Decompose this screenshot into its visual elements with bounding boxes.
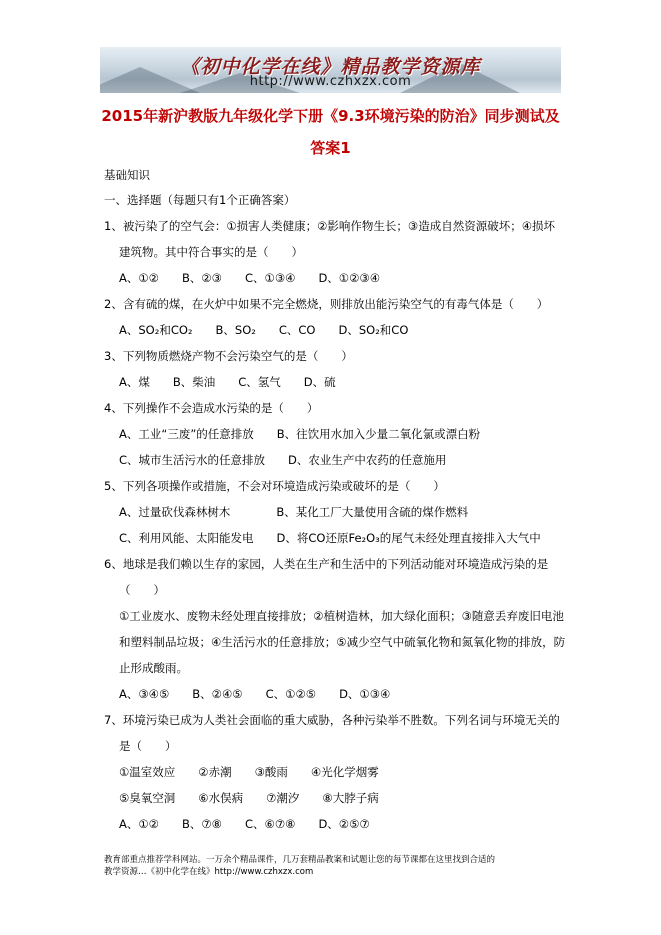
question-5-options-cd: C、利用风能、太阳能发电 D、将CO还原Fe₂O₃的尾气未经处理直接排入大气中 bbox=[119, 531, 541, 545]
question-7-stem: 7、环境污染已成为人类社会面临的重大威胁，各种污染举不胜数。下列名词与环境无关的 bbox=[104, 713, 560, 727]
question-1-options: A、①② B、②③ C、①③④ D、①②③④ bbox=[119, 271, 381, 285]
question-1-stem-cont: 建筑物。其中符合事实的是（ ） bbox=[119, 245, 303, 259]
question-6-body-2: 和塑料制品垃圾；④生活污水的任意排放；⑤减少空气中硫氧化物和氮氧化物的排放，防 bbox=[119, 635, 566, 649]
question-4-options-ab: A、工业“三废”的任意排放 B、往饮用水加入少量二氧化氯或漂白粉 bbox=[119, 427, 481, 441]
question-3-options: A、煤 B、柴油 C、氢气 D、硫 bbox=[119, 375, 336, 389]
document-title-line1: 2015年新沪教版九年级化学下册《9.3环境污染的防治》同步测试及 bbox=[101, 107, 560, 125]
question-7-terms-row2: ⑤臭氧空洞 ⑥水俣病 ⑦潮汐 ⑧大脖子病 bbox=[119, 791, 379, 805]
question-2-stem: 2、含有硫的煤，在火炉中如果不完全燃烧，则排放出能污染空气的有毒气体是（ ） bbox=[104, 297, 549, 311]
question-6-stem: 6、地球是我们赖以生存的家园，人类在生产和生活中的下列活动能对环境造成污染的是 bbox=[104, 557, 549, 571]
question-7-stem-cont: 是（ ） bbox=[119, 739, 177, 753]
question-7-options: A、①② B、⑦⑧ C、⑥⑦⑧ D、②⑤⑦ bbox=[119, 817, 370, 831]
page-footer bbox=[104, 854, 564, 878]
question-3-stem: 3、下列物质燃烧产物不会污染空气的是（ ） bbox=[104, 349, 353, 363]
question-4-options-cd: C、城市生活污水的任意排放 D、农业生产中农药的任意施用 bbox=[119, 453, 447, 467]
header-banner bbox=[100, 47, 561, 93]
question-1-stem: 1、被污染了的空气会：①损害人类健康；②影响作物生长；③造成自然资源破坏；④损坏 bbox=[104, 219, 556, 233]
question-4-stem: 4、下列操作不会造成水污染的是（ ） bbox=[104, 401, 319, 415]
banner-url[interactable]: http://www.czhxzx.com bbox=[249, 74, 412, 89]
question-5-options-ab: A、过量砍伐森林树木 B、某化工厂大量使用含硫的煤作燃料 bbox=[119, 505, 469, 519]
footer-line2[interactable]: 教学资源…《初中化学在线》http://www.czhxzx.com bbox=[104, 867, 314, 877]
question-6-options: A、③④⑤ B、②④⑤ C、①②⑤ D、①③④ bbox=[119, 687, 391, 701]
question-5-stem: 5、下列各项操作或措施，不会对环境造成污染或破坏的是（ ） bbox=[104, 479, 445, 493]
document-title-line2: 答案1 bbox=[310, 139, 351, 157]
banner-title: 《初中化学在线》精品教学资源库 bbox=[180, 56, 481, 78]
footer-line1: 教育部重点推荐学科网站。一万余个精品课件，几万套精品教案和试题让您的每节课都在这里找到合适的 bbox=[104, 855, 496, 865]
question-2-options: A、SO₂和CO₂ B、SO₂ C、CO D、SO₂和CO bbox=[119, 323, 409, 337]
question-6-body-1: ①工业废水、废物未经处理直接排放；②植树造林，加大绿化面积；③随意丢弃废旧电池 bbox=[119, 609, 564, 623]
question-7-terms-row1: ①温室效应 ②赤潮 ③酸雨 ④光化学烟雾 bbox=[119, 765, 379, 779]
question-6-body-3: 止形成酸雨。 bbox=[119, 661, 188, 675]
question-6-stem-cont: （ ） bbox=[119, 583, 165, 597]
section-heading: 基础知识 bbox=[104, 168, 150, 182]
part-heading: 一、选择题（每题只有1个正确答案） bbox=[104, 193, 296, 207]
